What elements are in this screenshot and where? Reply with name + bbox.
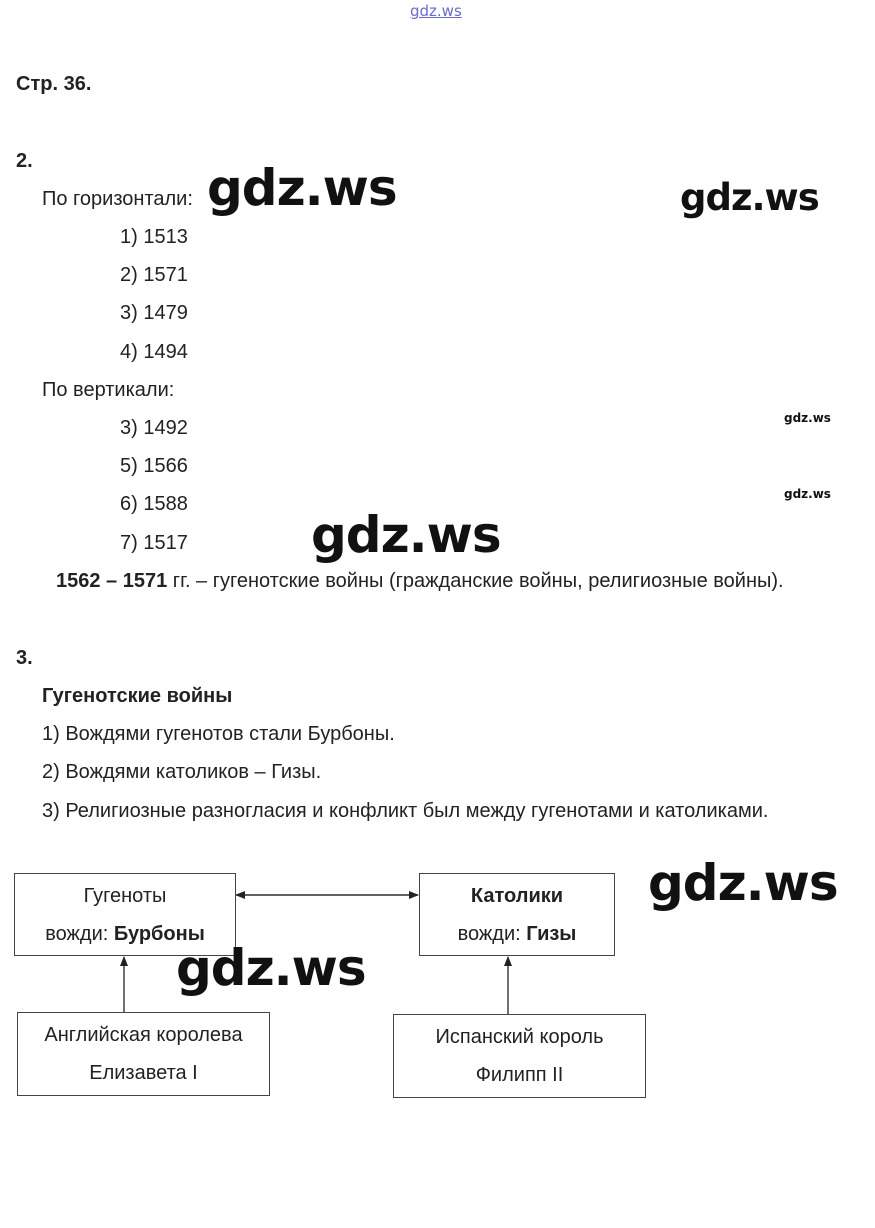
catholics-box xyxy=(419,873,615,956)
horizontal-label: По горизонтали: xyxy=(42,188,193,210)
answer-text: гг. – гугенотские войны (гражданские войны, религиозные войны). xyxy=(167,570,784,592)
catholics-leaders-prefix: вожди: xyxy=(457,922,527,945)
horizontal-item: 1) 1513 xyxy=(120,226,188,248)
watermark-small: gdz.ws xyxy=(784,487,831,501)
england-line1: Английская королева xyxy=(44,1024,243,1046)
horizontal-item: 3) 1479 xyxy=(120,302,188,324)
huguenots-title: Гугеноты xyxy=(83,884,167,907)
watermark-top[interactable]: gdz.ws xyxy=(410,2,462,20)
spain-box xyxy=(393,1014,646,1098)
england-box xyxy=(17,1012,270,1096)
catholics-leaders: Гизы xyxy=(526,922,577,945)
task3-line: 1) Вождями гугенотов стали Бурбоны. xyxy=(42,723,395,745)
watermark-large: gdz.ws xyxy=(311,506,501,564)
answer-years: 1562 – 1571 xyxy=(56,570,168,592)
watermark-small: gdz.ws xyxy=(784,411,831,425)
watermark-large: gdz.ws xyxy=(176,939,366,997)
horizontal-item: 2) 1571 xyxy=(120,264,188,286)
vertical-label: По вертикали: xyxy=(42,379,175,401)
huguenots-leaders-prefix: вожди: xyxy=(45,922,114,945)
task3-heading: Гугенотские войны xyxy=(42,685,233,707)
vertical-item: 6) 1588 xyxy=(120,493,188,515)
vertical-item: 7) 1517 xyxy=(120,532,188,554)
vertical-item: 3) 1492 xyxy=(120,417,188,439)
watermark-large: gdz.ws xyxy=(648,854,838,912)
task2-number: 2. xyxy=(16,150,33,172)
huguenots-leaders: Бурбоны xyxy=(113,922,205,945)
task3-number: 3. xyxy=(16,647,33,669)
spain-line1: Испанский король xyxy=(435,1026,604,1048)
task3-line: 3) Религиозные разногласия и конфликт был между гугенотами и католиками. xyxy=(42,800,769,822)
watermark-large: gdz.ws xyxy=(207,159,397,217)
spain-line2: Филипп II xyxy=(475,1064,564,1086)
vertical-item: 5) 1566 xyxy=(120,455,188,477)
catholics-title: Католики xyxy=(470,884,564,907)
watermark-large: gdz.ws xyxy=(680,176,819,219)
page-title: Стр. 36. xyxy=(16,73,92,95)
catholics-leaders-line xyxy=(458,915,577,953)
england-line2: Елизавета I xyxy=(89,1062,198,1084)
task3-line: 2) Вождями католиков – Гизы. xyxy=(42,761,322,783)
horizontal-item: 4) 1494 xyxy=(120,341,188,363)
